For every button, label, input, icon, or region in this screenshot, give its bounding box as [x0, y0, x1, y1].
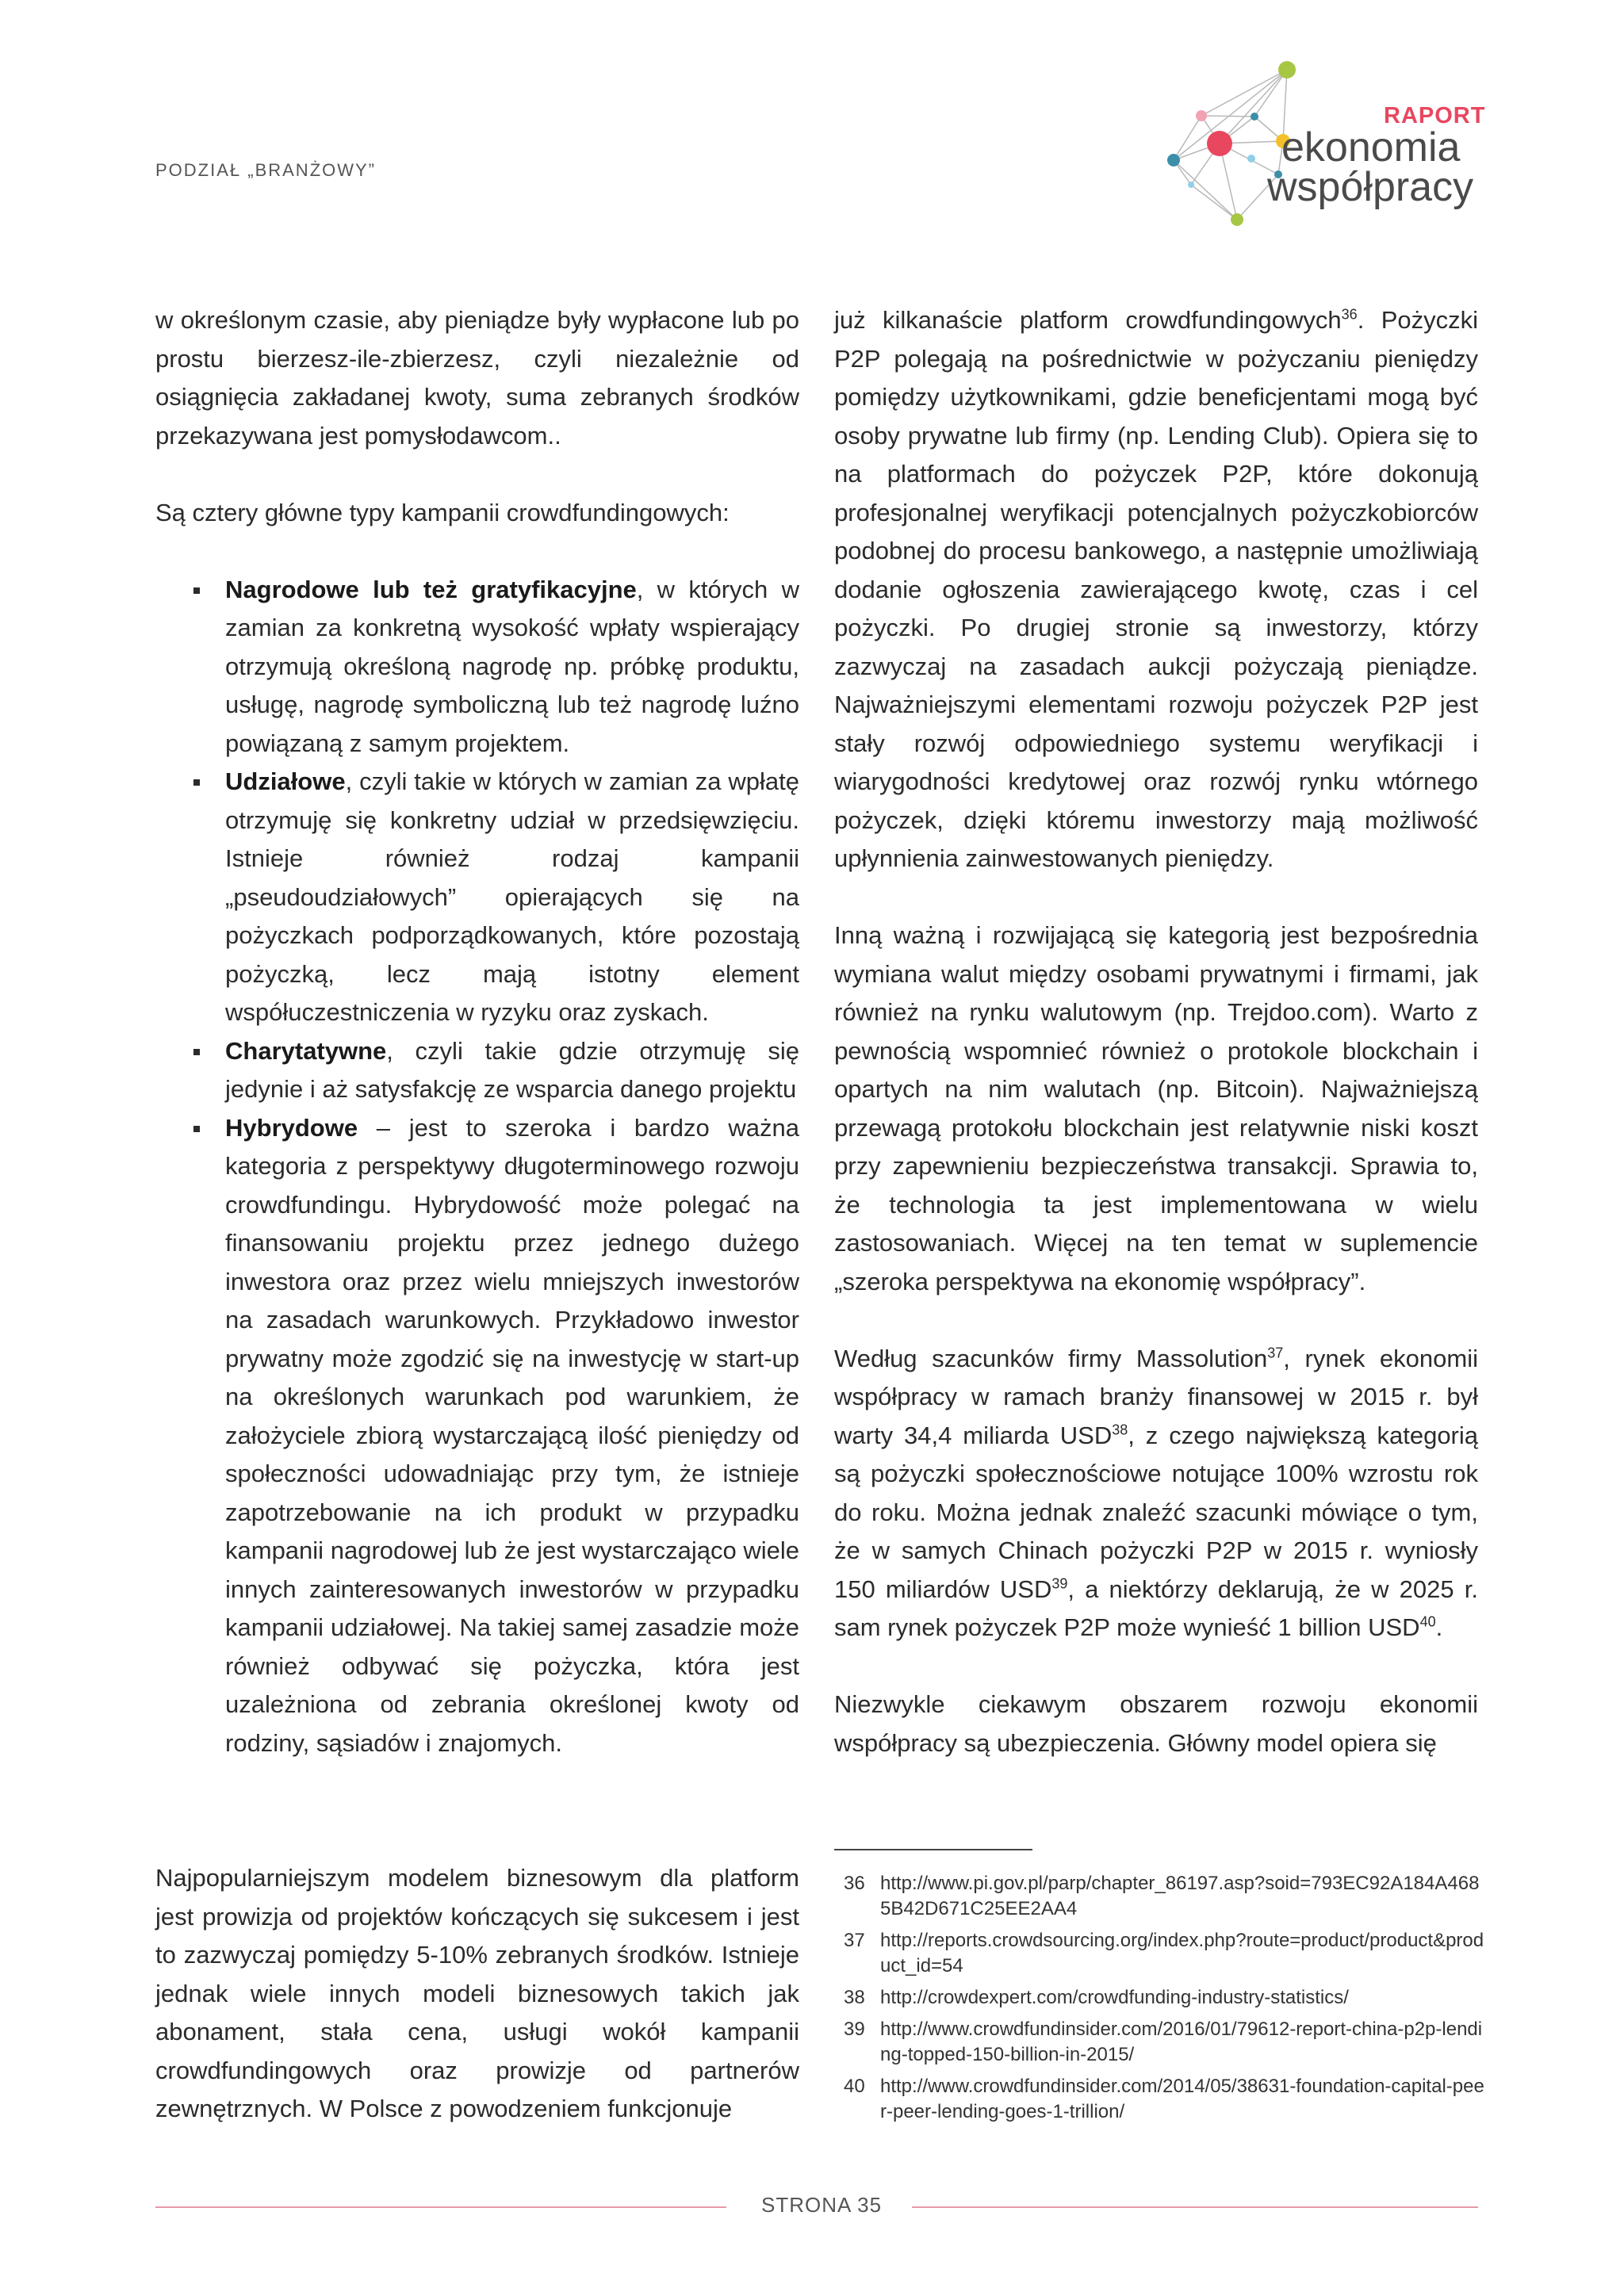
footnote-link[interactable]: http://www.crowdfundinsider.com/2016/01/79612-report-china-p2p-lending-topped-150-billion-in-2015/ [880, 2019, 1483, 2065]
list-item-title: Udziałowe [225, 767, 346, 795]
footnote-number: 38 [844, 1987, 865, 2008]
footnote-link[interactable]: http://reports.crowdsourcing.org/index.php?route=product/product&product_id=54 [880, 1930, 1484, 1976]
right-paragraph-4: Niezwykle ciekawym obszarem rozwoju ekonomii współpracy są ubezpieczenia. Główny model opiera się [834, 1690, 1478, 1757]
section-label: PODZIAŁ „BRANŻOWY” [155, 160, 377, 180]
logo-title-line2: współpracy [1267, 164, 1474, 210]
left-paragraph-2: Są cztery główne typy kampanii crowdfundingowych: [155, 498, 730, 526]
right-paragraph-3 [834, 1340, 1478, 1647]
footnote-link[interactable]: http://www.crowdfundinsider.com/2014/05/38631-foundation-capital-peer-peer-lending-goes-1-trillion/ [880, 2076, 1484, 2122]
list-item-text: , w których w zamian za konkretną wysokość wpłaty wspierający otrzymują określoną nagrodę np. próbkę produktu, usługę, nagrodę symboliczną lub też nagrodę luźno powiązaną z samym projektem. [225, 575, 799, 757]
text-run: już kilkanaście platform crowdfundingowych [834, 306, 1342, 334]
list-item-text: , czyli takie w których w zamian za wpłatę otrzymuję się konkretny udział w przedsięwzięciu. Istnieje również rodzaj kampanii „pseudoudziałowych” opierających się na pożyczkach podporządkowanych, które pozostają pożyczką, lecz mają istotny element współuczestniczenia w ryzyku oraz zyskach. [225, 767, 799, 1026]
list-item [225, 1109, 799, 1763]
footnote-divider [834, 1849, 1032, 1850]
footnote-number: 37 [844, 1930, 865, 1951]
left-column [155, 301, 799, 1762]
right-paragraph-1 [834, 301, 1478, 878]
logo-title-line1: ekonomia [1281, 124, 1461, 170]
left-paragraph-1: w określonym czasie, aby pieniądze były wypłacone lub po prostu bierzesz-ile-zbierzesz, czyli niezależnie od osiągnięcia zakładanej kwoty, suma zebranych środków przekazywana jest pomysłodawcom.. [155, 306, 799, 450]
footnote-link[interactable]: http://www.pi.gov.pl/parp/chapter_86197.asp?soid=793EC92A184A4685B42D671C25EE2AA4 [880, 1873, 1480, 1919]
list-item-title: Charytatywne [225, 1036, 387, 1065]
list-item-title: Hybrydowe [225, 1113, 358, 1142]
footnote [844, 2017, 1486, 2068]
page-number: STRONA 35 [761, 2193, 883, 2217]
footnote-ref: 37 [1267, 1345, 1284, 1361]
footnote-number: 39 [844, 2019, 865, 2040]
text-run: , rynek ekonomii współpracy w ramach branży finansowej w 2015 r. był warty 34,4 miliarda USD [834, 1344, 1478, 1449]
footer-rule-right [912, 2206, 1478, 2208]
text-run: Według szacunków firmy Massolution [834, 1344, 1268, 1372]
footnote-number: 40 [844, 2076, 865, 2097]
footnote-number: 36 [844, 1873, 865, 1894]
logo-raport: RAPORT [1384, 103, 1486, 128]
list-item [225, 571, 799, 763]
footer-rule-left [155, 2206, 726, 2208]
footnote-ref: 40 [1419, 1613, 1436, 1630]
text-run: , z czego największą kategorią są pożyczki społecznościowe notujące 100% wzrostu rok do roku. Można jednak znaleźć szacunki mówiące o tym, że w samych Chinach pożyczki P2P w 2015 r. wyniosły 150 miliardów USD [834, 1421, 1479, 1603]
campaign-types-list [155, 571, 799, 1763]
footnote [844, 1985, 1486, 2011]
footnote [844, 1928, 1486, 1979]
footnote [844, 2074, 1486, 2125]
footnote [844, 1871, 1486, 1922]
text-run: . [1435, 1613, 1443, 1641]
list-item-text: , czyli takie gdzie otrzymuję się jedynie i aż satysfakcję ze wsparcia danego projektu [225, 1036, 799, 1103]
right-column [834, 301, 1478, 1762]
footnote-link[interactable]: http://crowdexpert.com/crowdfunding-industry-statistics/ [880, 1987, 1349, 2008]
list-item-title: Nagrodowe lub też gratyfikacyjne [225, 575, 637, 603]
text-run: . Pożyczki P2P polegają na pośrednictwie w pożyczaniu pieniędzy pomiędzy użytkownikami, gdzie beneficjentami mogą być osoby prywatne lub firmy (np. Lending Club). Opiera się to na platformach do pożyczek P2P, które dokonują profesjonalnej weryfikacji potencjalnych pożyczkobiorców podobnej do procesu bankowego, a następnie umożliwiają dodanie ogłoszenia zawierającego kwotę, czas i cel pożyczki. Po drugiej stronie są inwestorzy, którzy zazwyczaj na zasadach aukcji pożyczają pieniądze. Najważniejszymi elementami rozwoju pożyczek P2P jest stały rozwój odpowiedniego systemu weryfikacji i wiarygodności kredytowej oraz rozwój rynku wtórnego pożyczek, dzięki któremu inwestorzy mają możliwość upłynnienia zainwestowanych pieniędzy. [834, 306, 1479, 872]
footnotes [844, 1871, 1486, 2131]
footnote-ref: 38 [1112, 1422, 1128, 1438]
text-run: , a niektórzy deklarują, że w 2025 r. sam rynek pożyczek P2P może wynieść 1 billion USD [834, 1575, 1478, 1641]
right-paragraph-2: Inną ważną i rozwijającą się kategorią jest bezpośrednia wymiana walut między osobami prywatnymi i firmami, jak również na rynku walutowym (np. Trejdoo.com). Warto z pewnością wspomnieć również o protokole blockchain i opartych na nim walutach (np. Bitcoin). Najważniejszą przewagą protokołu blockchain jest relatywnie niski koszt przy zapewnieniu bezpieczeństwa transakcji. Sprawia to, że technologia ta jest implementowana w wielu zastosowaniach. Więcej na ten temat w suplemencie „szeroka perspektywa na ekonomię współpracy”. [834, 921, 1478, 1295]
left-paragraph-3: Najpopularniejszym modelem biznesowym dla platform jest prowizja od projektów kończących się sukcesem i jest to zazwyczaj pomiędzy 5-10% zebranych środków. Istnieje jednak wiele innych modeli biznesowych takich jak abonament, stała cena, usługi wokół kampanii crowdfundingowych oraz prowizje od partnerów zewnętrznych. W Polsce z powodzeniem funkcjonuje [155, 1864, 799, 2122]
footnote-ref: 36 [1341, 306, 1358, 323]
list-item-text: – jest to szeroka i bardzo ważna kategoria z perspektywy długoterminowego rozwoju crowdfundingu. Hybrydowość może polegać na finansowaniu projektu przez jednego dużego inwestora oraz przez wielu mniejszych inwestorów na zasadach warunkowych. Przykładowo inwestor prywatny może zgodzić się na inwestycję w start-up na określonych warunkach pod warunkiem, że założyciele zbiorą wystarczającą ilość pieniędzy od społeczności udowadniając przy tym, że istnieje zapotrzebowanie na ich produkt w przypadku kampanii nagrodowej lub że jest wystarczająco wiele innych zainteresowanych inwestorów w przypadku kampanii udziałowej. Na takiej samej zasadzie może również odbywać się pożyczka, która jest uzależniona od zebrania określonej kwoty od rodziny, sąsiadów i znajomych. [225, 1113, 799, 1757]
footnote-ref: 39 [1051, 1575, 1068, 1592]
list-item [225, 1032, 799, 1109]
list-item [225, 763, 799, 1032]
